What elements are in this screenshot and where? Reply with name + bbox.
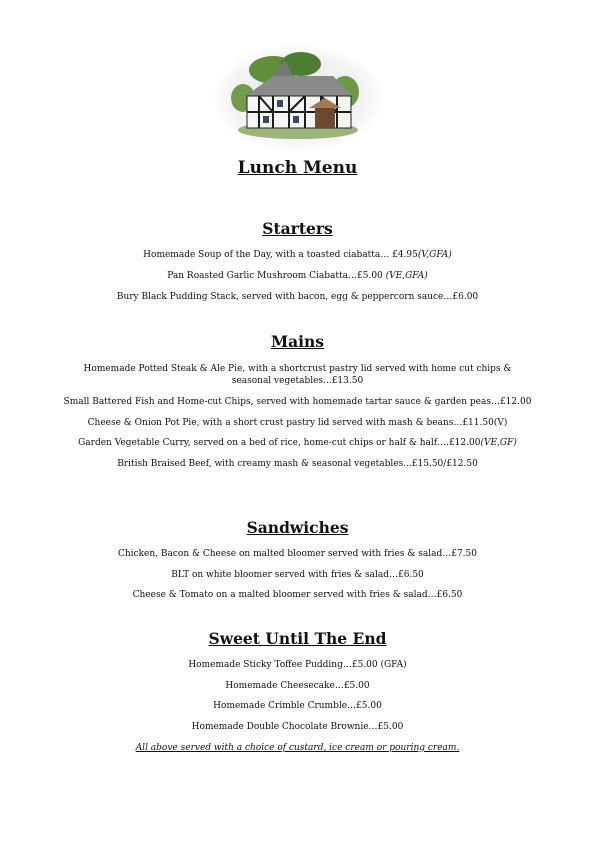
menu-item: Bury Black Pudding Stack, served with bacon, egg & peppercorn sauce…£6.00 [116,292,479,302]
menu-item: Small Battered Fish and Home-cut Chips, served with homemade tartar sauce & garden peas…£12.00 [63,397,532,407]
menu-item: Homemade Sticky Toffee Pudding…£5.00 (GFA) [188,660,407,670]
menu-item: Homemade Cheesecake…£5.00 [225,681,370,691]
page-title: Lunch Menu [237,158,358,178]
menu-item: Homemade Double Chocolate Brownie…£5.00 [191,722,404,732]
footer-note: All above served with a choice of custard, ice cream or pouring cream. [135,743,460,753]
menu-item: Garden Vegetable Curry, served on a bed of rice, home-cut chips or half & half….£12.00(VE,GF) [78,438,517,448]
menu-item: British Braised Beef, with creamy mash & seasonal vegetables...£15.50/£12.50 [117,459,478,469]
menu-item: Cheese & Onion Pot Pie, with a short crust pastry lid served with mash & beans…£11.50(V) [87,418,508,428]
menu-item: Pan Roasted Garlic Mushroom Ciabatta…£5.00 (VE,GFA) [167,271,428,281]
section-heading-starters: Starters [262,219,333,238]
section-heading-mains: Mains [270,332,325,351]
menu-item: Chicken, Bacon & Cheese on malted bloomer served with fries & salad…£7.50 [117,549,477,559]
pub-building-logo [213,40,383,150]
menu-item: Cheese & Tomato on a malted bloomer served with fries & salad…£6.50 [132,590,463,600]
menu-item: Homemade Crimble Crumble…£5.00 [213,701,382,711]
section-heading-sandwiches: Sandwiches [246,518,349,537]
menu-item: Homemade Potted Steak & Ale Pie, with a shortcrust pastry lid served with home cut chips & seasonal vegetables...£13.50 [83,364,512,386]
menu-item: Homemade Soup of the Day, with a toasted ciabatta… £4.95(V,GFA) [143,250,452,260]
menu-item: BLT on white bloomer served with fries & salad…£6.50 [171,570,424,580]
section-heading-desserts: Sweet Until The End [208,629,387,648]
